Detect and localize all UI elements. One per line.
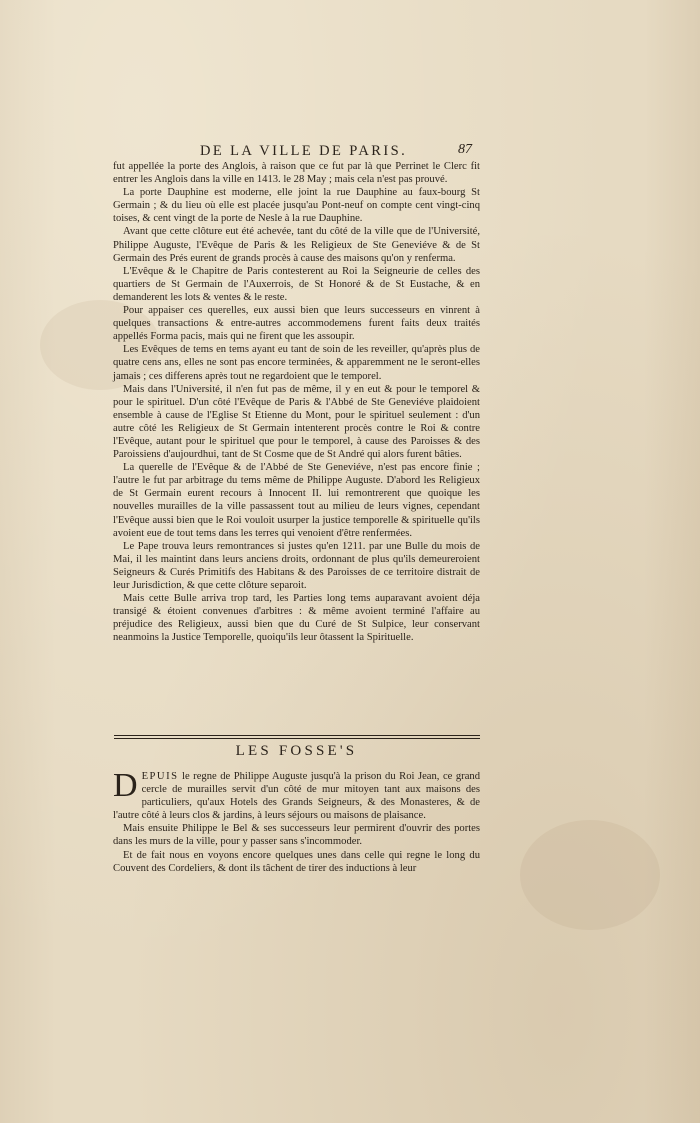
opening-text: le regne de Philippe Auguste jusqu'à la prison du Roi Jean, ce grand cercle de murailles servit d'un côté de mur mitoyen tant aux maisons des particuliers, qu'aux Hotels des Grands Seigneurs, & des Monasteres, & de l'autre côté à leurs clos & jardins, à leurs séjours ou maisons de plaisance. [113, 771, 480, 822]
paragraph: Mais cette Bulle arriva trop tard, les Parties long tems auparavant avoient déja transigé & étoient convenues d'arbitres : & même avoient terminé l'affaire au préjudice des Religieux, aussi bien que du Curé de St Sulpice, leur conservant neanmoins la Justice Temporelle, quoiqu'ils leur ôtassent la Spirituelle. [113, 593, 480, 644]
section-divider [114, 735, 480, 736]
drop-cap: D [113, 767, 138, 804]
paragraph: L'Evêque & le Chapitre de Paris contesterent au Roi la Seigneurie de celles des quartiers de St Germain de l'Auxerrois, de St Honoré & de St Eustache, & en demanderent les lots & ventes & le reste. [113, 265, 480, 303]
paragraph: La querelle de l'Evêque & de l'Abbé de Ste Geneviéve, n'est pas encore finie ; l'autre le fut par arbitrage du tems même de Philippe Auguste. D'abord les Religieux de St Germain eurent recours à Innocent II. lui remontrerent que quoique les nouvelles murailles de la ville passassent tout au milieu de leurs vignes, cependant l'Evêque aussi bien que le Roi vouloit usurper la justice temporelle & spirituelle qu'ils avoient eue de tout tems dans les terres qui venoient d'être renfermées. [113, 462, 480, 539]
paragraph-continuation: fut appellée la porte des Anglois, à raison que ce fut par là que Perrinet le Clerc fit entrer les Anglois dans la ville en 1413. le 28 May ; mais cela n'est pas prouvé. [113, 161, 480, 186]
paragraph: Mais ensuite Philippe le Bel & ses successeurs leur permirent d'ouvrir des portes dans les murs de la ville, pour y passer sans s'incommoder. [113, 823, 480, 848]
paragraph: Et de fait nous en voyons encore quelques unes dans celle qui regne le long du Couvent des Cordeliers, & dont ils tâchent de tirer des inductions à leur [113, 849, 480, 874]
section-text [113, 767, 480, 875]
lead-word: EPUIS [141, 771, 179, 782]
paragraph: Le Pape trouva leurs remontrances si justes qu'en 1211. par une Bulle du mois de Mai, il les maintint dans leurs anciens droits, ordonnant de plus qu'ils demeureroient Seigneurs & Curés Primitifs des Habitans & des Paroisses de ce territoire distrait de leur Jurisdiction, & que cette clôture separoit. [113, 540, 480, 591]
paragraph: Pour appaiser ces querelles, eux aussi bien que leurs successeurs en vinrent à quelques transactions & entre-autres accommodemens furent faits deux traités appellés Forma pacis, mais qui ne firent que les assoupir. [113, 305, 480, 343]
section-title: LES FOSSE'S [235, 743, 358, 759]
page-number: 87 [458, 142, 472, 157]
paper-stain [520, 820, 660, 930]
section-divider-thin [114, 738, 480, 739]
paragraph: Mais dans l'Université, il n'en fut pas de même, il y en eut & pour le temporel & pour le spirituel. D'un côté l'Evêque de Paris & l'Abbé de Ste Geneviéve plaidoient ensemble à cause de l'Eglise St Etienne du Mont, pour le spirituel seulement : d'un autre côté les Religieux de St Germain intenterent procès contre le Roi & contre l'Evêque, autant pour le spirituel que pour le temporel, à cause des Paroisses & des Paroissiens d'aujourdhui, tant de St Cosme que de St André qui alors furent bâties. [113, 383, 480, 461]
opening-paragraph [113, 767, 480, 822]
paragraph: La porte Dauphine est moderne, elle joint la rue Dauphine au faux-bourg St Germain ; & du lieu où elle est placée jusqu'au Pont-neuf on compte cent vingt-cinq toises, & cent vingt de la porte de Nesle à la rue Dauphine. [113, 187, 480, 225]
paragraph: Avant que cette clôture eut été achevée, tant du côté de la ville que de l'Université, Philippe Auguste, l'Evêque de Paris & les Religieux de Ste Geneviéve & de St Germain des Prés eurent de grands procès à cause des maisons qu'on y renferma. [113, 226, 480, 264]
paragraph: Les Evêques de tems en tems ayant eu tant de soin de les reveiller, qu'après plus de quatre cens ans, elles ne sont pas encore terminées, & apparemment ne le seront-elles jamais ; ces differens après tout ne regardoient que le temporel. [113, 344, 480, 382]
running-title: DE LA VILLE DE PARIS. [200, 143, 408, 159]
main-text [113, 160, 480, 644]
